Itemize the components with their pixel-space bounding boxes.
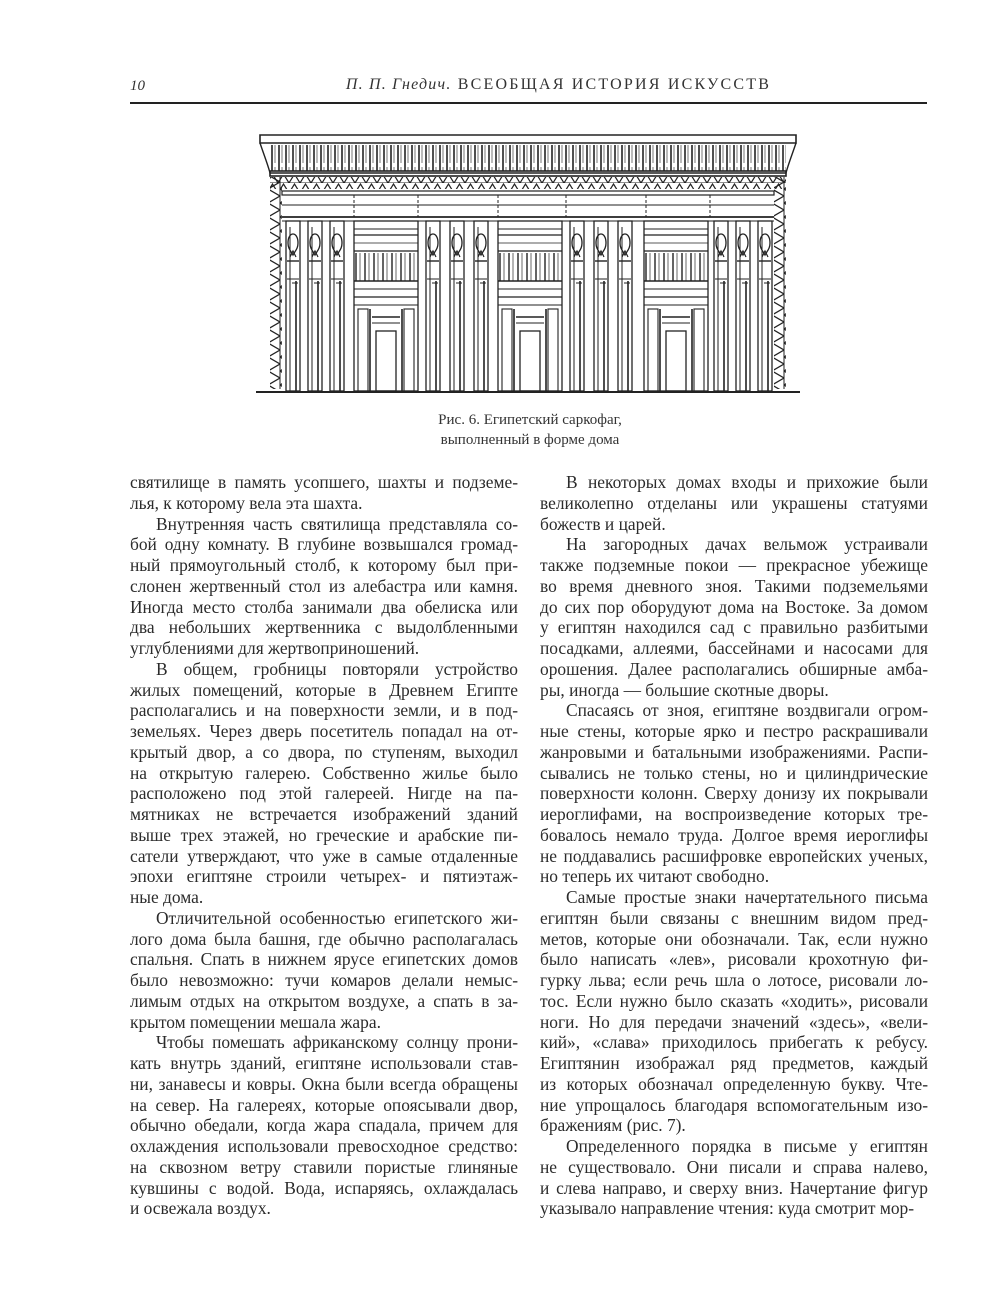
text-line: обычно обедали, когда жара спадала, причем для: [130, 1115, 518, 1136]
text-line: но теперь их читают свободно.: [540, 866, 770, 887]
paragraph: [130, 1032, 518, 1219]
text-line: слонен жертвенный стол из алебастра или камня.: [130, 575, 518, 596]
text-line: кувшины с водой. Вода, испаряясь, охлаждалась: [130, 1177, 518, 1198]
text-line: располагались и на поверхности земли, и в под-: [130, 700, 518, 721]
text-line: Спасаясь от зноя, египтяне воздвигали огром-: [566, 700, 928, 721]
sarcophagus-drawing-icon: [256, 133, 800, 395]
paragraph: [540, 534, 928, 700]
text-line: ноги. Но для передачи значений «здесь», «вели-: [540, 1011, 928, 1032]
text-line: два небольших жертвенника с выдолбленными: [130, 617, 518, 638]
text-line: ные дома.: [130, 887, 204, 907]
text-line: на открытую галерею. Собственно жилье было: [130, 762, 518, 783]
text-line: кий», «слава» приходилось прибегать к ребусу.: [540, 1032, 928, 1053]
text-line: кать внутрь зданий, египтяне использовали став-: [130, 1053, 518, 1073]
text-line: расположено под этой галереей. Нигде на па-: [130, 783, 518, 804]
text-line: лья, к которому вела эта шахта.: [130, 492, 363, 513]
text-line: из которых обозначал определенную букву. Чте-: [540, 1073, 928, 1094]
text-line: Самые простые знаки начертательного письма: [566, 887, 928, 907]
text-line: лого дома была башня, где обычно располагалась: [130, 928, 518, 949]
paragraph: [540, 1136, 928, 1219]
text-line: великолепно отделаны или украшены статуями: [540, 492, 928, 513]
text-line: египтян были связаны с внешним видом пред-: [540, 907, 928, 928]
text-line: не поддавались расшифровке европейских ученых,: [540, 845, 928, 866]
left-text-column: [130, 472, 518, 1219]
figure-caption: [300, 410, 760, 450]
text-line: спальня. Спать в нижнем ярусе египетских домов: [130, 949, 518, 970]
text-line: у египтян находился сад с правильно разбитыми: [540, 617, 928, 638]
header-rule: [130, 102, 927, 104]
text-line: земельях. Через дверь посетитель попадал на от-: [130, 721, 518, 741]
text-line: Чтобы помешать африканскому солнцу прони-: [156, 1032, 518, 1053]
paragraph: [130, 514, 518, 659]
text-line: божеств и царей.: [540, 513, 666, 534]
text-line: Отличительной особенностью египетского жи-: [156, 907, 518, 928]
text-line: эпохи египтяне строили четырех- и пятиэтаж-: [130, 866, 518, 887]
paragraph: [540, 700, 928, 887]
text-line: тос. Если нужно было сказать «ходить», рисовали: [540, 990, 928, 1011]
right-text-column: [540, 472, 928, 1219]
text-line: жилых помещений, которые в Древнем Египте: [130, 679, 518, 700]
text-line: крытый двор, а со двора, по ступеням, выходил: [130, 741, 518, 762]
text-line: В общем, гробницы повторяли устройство: [156, 658, 518, 679]
book-title-header: [130, 76, 927, 94]
text-line: ние упрощалось благодаря вспомогательным изо-: [540, 1094, 928, 1115]
text-line: жанровыми и батальными изображениями. Распи-: [540, 741, 928, 762]
text-line: ный прямоугольный столб, к которому был при-: [130, 555, 518, 575]
text-line: святилище в память усопшего, шахты и подземе-: [130, 472, 518, 492]
text-line: орошения. Далее располагались обширные амба-: [540, 658, 928, 679]
paragraph: [540, 887, 928, 1136]
text-line: также подземные покои — прекрасное убежище: [540, 555, 928, 575]
text-line: метов, которые они обозначали. Так, если нужно: [540, 928, 928, 949]
paragraph: [540, 472, 928, 534]
text-line: Внутренняя часть святилища представляла со-: [156, 513, 518, 534]
text-line: выше трех этажей, но греческие и арабские пи-: [130, 824, 518, 845]
text-line: Египтянин изображал ряд предметов, каждый: [540, 1053, 928, 1073]
running-head: [130, 76, 927, 100]
author-name: П. П. Гнедич.: [345, 76, 452, 93]
figure-sarcophagus-illustration: [256, 133, 800, 395]
text-line: Определенного порядка в письме у египтян: [566, 1136, 928, 1156]
text-line: углублениями для жертвоприношений.: [130, 638, 420, 658]
text-line: ные стены, которые ярко и пестро раскрашивали: [540, 721, 928, 741]
text-line: было написать «лев», рисовали крохотную фи-: [540, 949, 928, 970]
text-line: иероглифами, на воспроизведение которых тре-: [540, 804, 928, 824]
text-line: лимым отдых на открытом воздухе, а спать в за-: [130, 990, 518, 1011]
figure-caption-line-1: Рис. 6. Египетский саркофаг,: [438, 412, 622, 428]
text-line: На загородных дачах вельмож устраивали: [566, 534, 928, 555]
text-line: сатели утверждают, что уже в самые отдаленные: [130, 845, 518, 866]
text-line: Иногда место столба занимали два обелиска или: [130, 596, 518, 617]
page-number: 10: [130, 78, 145, 94]
text-line: В некоторых домах входы и прихожие были: [566, 472, 928, 492]
paragraph: [130, 908, 518, 1033]
text-line: бой одну комнату. В глубине возвышался громад-: [130, 534, 518, 555]
text-line: было невозможно: тучи комаров делали немыс-: [130, 970, 518, 990]
text-line: и освежала воздух.: [130, 1198, 271, 1219]
book-title: ВСЕОБЩАЯ ИСТОРИЯ ИСКУССТВ: [457, 76, 772, 93]
figure-caption-line-2: выполненный в форме дома: [440, 432, 620, 448]
text-line: крытом помещении мешала жара.: [130, 1011, 381, 1032]
text-line: ры, иногда — большие скотные дворы.: [540, 679, 829, 700]
text-line: посадками, аллеями, бассейнами и насосами для: [540, 638, 928, 658]
text-line: сывались не только стены, но и цилиндрические: [540, 762, 928, 783]
paragraph: [130, 659, 518, 908]
text-line: до сих пор оборудуют дома на Востоке. За домом: [540, 596, 928, 617]
text-line: бражениям (рис. 7).: [540, 1115, 686, 1136]
paragraph: [130, 472, 518, 514]
text-line: на север. На галереях, которые опоясывали двор,: [130, 1094, 518, 1115]
text-line: ни, занавесы и ковры. Окна были всегда обращены: [130, 1073, 518, 1094]
text-line: охлаждения использовали превосходное средство:: [130, 1136, 518, 1156]
text-line: бовалось немало труда. Долгое время иероглифы: [540, 824, 928, 845]
text-line: на сквозном ветру ставили пористые глиняные: [130, 1156, 518, 1177]
text-line: во время дневного зноя. Такими подземельями: [540, 575, 928, 596]
text-line: и слева направо, и сверху вниз. Начертание фигур: [540, 1177, 928, 1198]
text-line: гурку льва; если речь шла о лотосе, рисовали ло-: [540, 970, 928, 990]
text-line: не существовало. Они писали и справа налево,: [540, 1156, 928, 1177]
text-line: мятниках не встречается изображений зданий: [130, 804, 518, 824]
text-line: поверхности колонн. Сверху донизу их покрывали: [540, 783, 928, 804]
text-line: указывало направление чтения: куда смотрит мор-: [540, 1198, 915, 1219]
